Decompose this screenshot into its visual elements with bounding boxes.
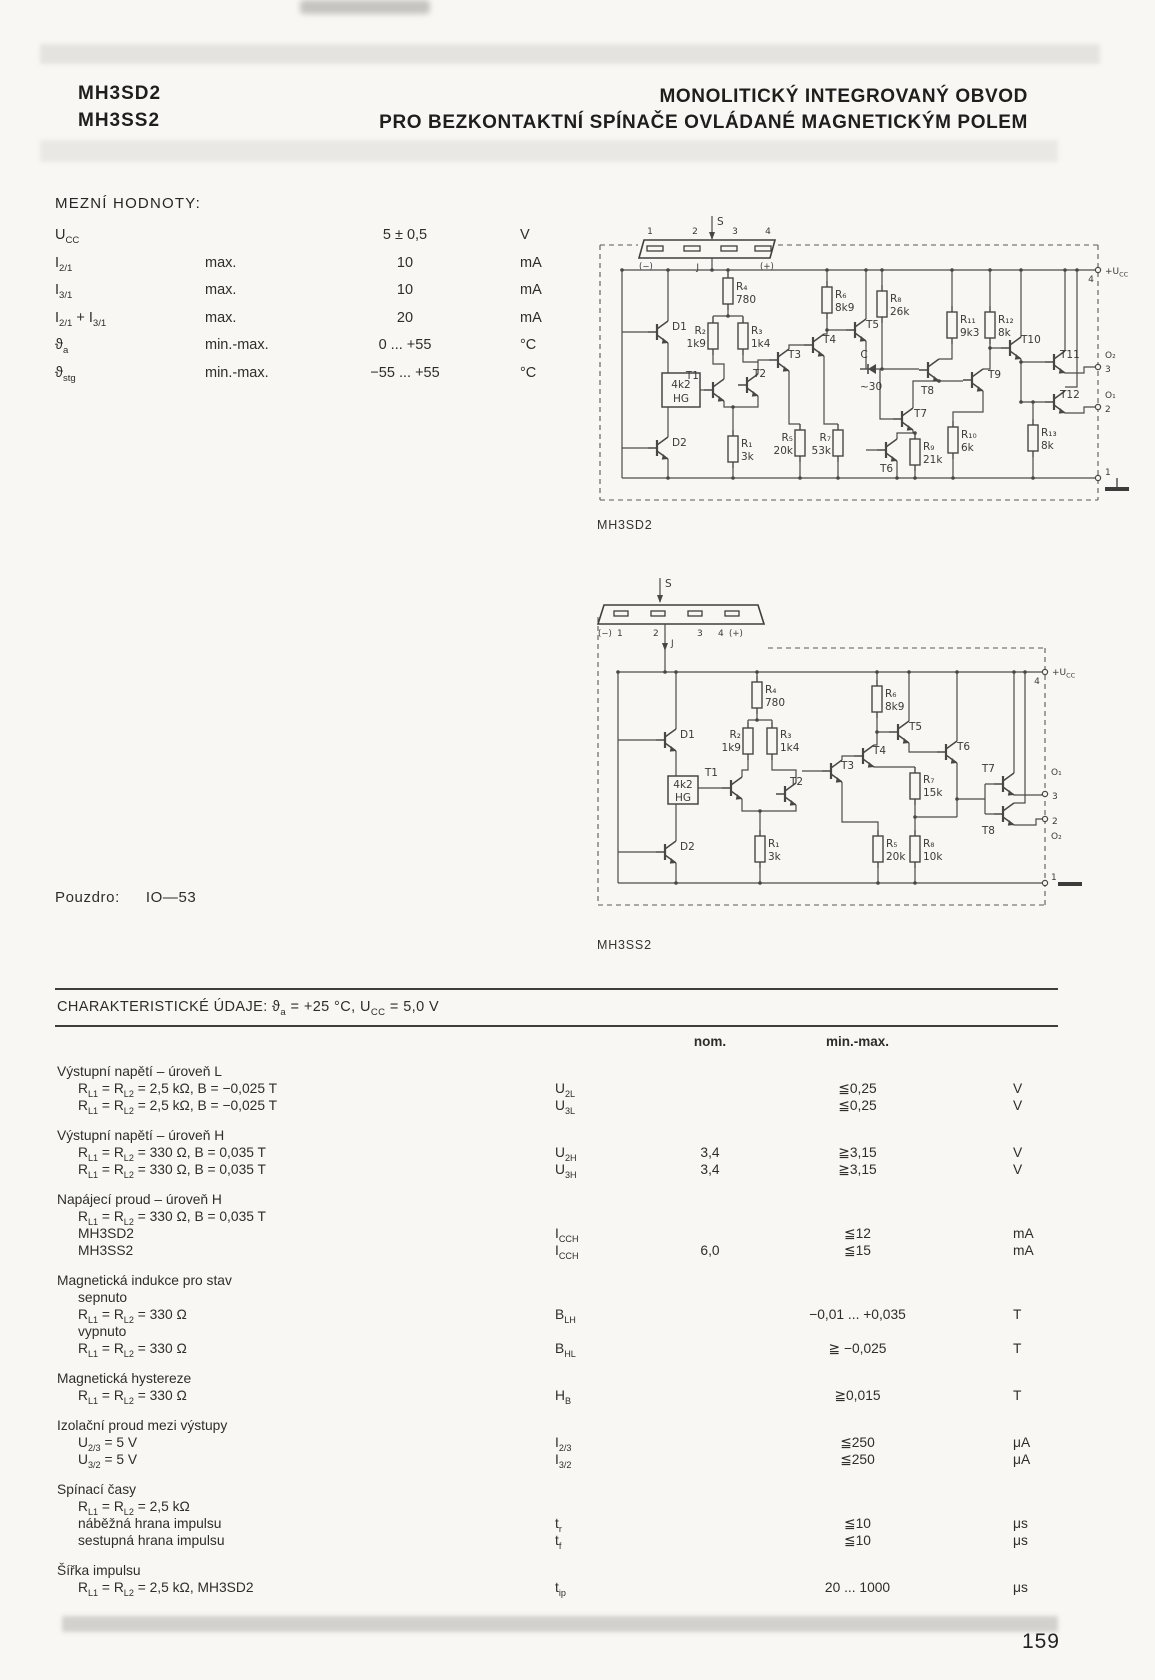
table-section xyxy=(55,1272,1058,1357)
svg-text:1: 1 xyxy=(647,227,653,237)
cell-value: 0 ... +55 xyxy=(378,337,432,353)
svg-text:1k9: 1k9 xyxy=(686,338,706,350)
svg-text:8k9: 8k9 xyxy=(835,302,855,314)
transistor-t1 xyxy=(685,370,724,402)
svg-text:2: 2 xyxy=(1105,405,1111,415)
table-row: $R_{L1} = R_{L2} = 330$ Ω $H_B$ ≧0,015 T xyxy=(78,1388,1022,1406)
table-section xyxy=(55,1370,1058,1404)
svg-text:2: 2 xyxy=(1052,817,1058,827)
ic-package xyxy=(598,578,764,672)
svg-text:4: 4 xyxy=(1088,275,1094,285)
svg-text:8k: 8k xyxy=(998,327,1011,339)
cell-value: 10 xyxy=(396,254,414,271)
svg-text:R₁: R₁ xyxy=(768,838,780,850)
power-rail xyxy=(618,668,1076,687)
svg-text:3: 3 xyxy=(1105,365,1111,375)
cell-value: 5 ± 0,5 xyxy=(382,227,428,243)
package-note-label: Pouzdro: xyxy=(55,889,120,906)
svg-text:26k: 26k xyxy=(890,306,910,318)
svg-text:1k4: 1k4 xyxy=(780,742,800,754)
transistor-d1 xyxy=(656,729,695,752)
svg-text:D2: D2 xyxy=(672,437,687,449)
svg-text:21k: 21k xyxy=(923,454,943,466)
svg-text:3k: 3k xyxy=(741,451,754,463)
resistor-r1 xyxy=(728,430,755,468)
table-row: vypnuto xyxy=(78,1324,127,1339)
ground-rail xyxy=(618,873,1082,886)
svg-text:(−): (−) xyxy=(598,629,612,639)
svg-text:D1: D1 xyxy=(672,321,687,333)
transistor-t3 xyxy=(769,349,801,372)
table-row: $U_{2/3} = 5$ V $I_{2/3}$ ≦250 μA xyxy=(78,1435,1031,1453)
svg-text:T6: T6 xyxy=(957,741,971,753)
cell-unit: V xyxy=(520,227,530,243)
svg-text:3: 3 xyxy=(732,227,738,237)
s-field-arrow xyxy=(709,216,724,240)
circuit-diagram-mh3sd2 xyxy=(592,212,1132,512)
cell-condition: min.-max. xyxy=(205,337,269,353)
transistor-t7 xyxy=(981,763,1014,796)
svg-text:O₂: O₂ xyxy=(1105,351,1116,361)
scan-artifact xyxy=(40,140,1058,162)
svg-text:T9: T9 xyxy=(988,369,1002,381)
svg-text:4k2: 4k2 xyxy=(671,379,691,391)
characteristics-table xyxy=(55,988,1058,1596)
svg-text:T3: T3 xyxy=(841,760,855,772)
table-row: $R_{L1} = R_{L2} = 330$ Ω, B = 0,035 T $U_{3H}$ 3,4 ≧3,15 V xyxy=(78,1162,1023,1180)
column-header-minmax: min.-max. xyxy=(825,1034,890,1049)
cell-symbol: $I_{3/1}$ xyxy=(55,282,73,301)
cell-symbol: $ϑ_{stg}$ xyxy=(55,364,76,384)
svg-text:+UCC: $+U_{CC}$ xyxy=(1105,267,1129,279)
section-title: Výstupní napětí – úroveň L xyxy=(57,1064,222,1079)
table-row: náběžná hrana impulsu $t_r$ ≦10 μs xyxy=(78,1516,1028,1534)
svg-text:T4: T4 xyxy=(873,745,887,757)
transistor-t6 xyxy=(937,741,970,764)
transistor-t5 xyxy=(889,721,922,744)
section-title: Magnetická indukce pro stav xyxy=(57,1273,232,1288)
table-row: $R_{L1} = R_{L2} = 330$ Ω, B = 0,035 T xyxy=(78,1209,266,1227)
svg-text:HG: HG xyxy=(672,393,690,405)
table-section xyxy=(55,1481,1058,1549)
svg-text:T12: T12 xyxy=(1060,389,1080,401)
table-row: $R_{L1} = R_{L2} = 2,5$ kΩ, B = −0,025 T $U_{3L}$ ≦0,25 V xyxy=(78,1098,1023,1116)
svg-text:R₅: R₅ xyxy=(781,432,793,444)
svg-text:J: J xyxy=(696,263,699,273)
svg-text:R₁: R₁ xyxy=(741,438,753,450)
svg-text:4: 4 xyxy=(1034,677,1040,687)
svg-text:T1: T1 xyxy=(704,767,718,779)
cell-symbol: $U_{CC}$ xyxy=(55,227,80,246)
cell-symbol: $I_{2/1} + I_{3/1}$ xyxy=(55,309,107,329)
table-row: $R_{L1} = R_{L2} = 330$ Ω, B = 0,035 T $U_{2H}$ 3,4 ≧3,15 V xyxy=(78,1145,1023,1163)
resistor-r2 xyxy=(687,317,718,355)
table-section xyxy=(55,1063,1058,1114)
svg-text:D1: D1 xyxy=(680,729,695,741)
svg-text:T11: T11 xyxy=(1060,349,1080,361)
svg-text:R₂: R₂ xyxy=(694,325,706,337)
scan-artifact xyxy=(62,1616,1058,1632)
cell-symbol: $I_{2/1}$ xyxy=(55,254,73,274)
svg-text:R₈: R₈ xyxy=(890,293,902,305)
cell-condition xyxy=(205,222,320,250)
limit-values-table xyxy=(55,195,615,387)
svg-text:4k2: 4k2 xyxy=(673,779,693,791)
svg-text:10k: 10k xyxy=(923,851,943,863)
transistor-t9 xyxy=(963,369,1001,392)
svg-text:R₃: R₃ xyxy=(780,729,792,741)
svg-text:(−): (−) xyxy=(639,262,653,272)
cell-value: 20 xyxy=(396,309,414,326)
svg-text:~30: ~30 xyxy=(860,381,883,393)
j-arrow xyxy=(662,624,674,672)
svg-text:R₈: R₈ xyxy=(923,838,935,850)
cell-value: 10 xyxy=(396,282,414,298)
svg-text:3: 3 xyxy=(697,629,703,639)
section-title: Magnetická hystereze xyxy=(57,1371,192,1386)
ic-package xyxy=(639,216,775,273)
s-field-arrow xyxy=(657,578,672,603)
power-rail xyxy=(622,267,1129,285)
svg-text:T7: T7 xyxy=(914,408,928,420)
transistor-d2 xyxy=(656,841,695,864)
transistor-t7 xyxy=(893,408,927,431)
svg-text:R₅: R₅ xyxy=(886,838,898,850)
resistor-r5 xyxy=(774,424,805,462)
resistor-r3 xyxy=(738,317,771,355)
svg-text:R₄: R₄ xyxy=(736,281,748,293)
column-header-nom: nom. xyxy=(693,1034,727,1049)
resistor-r12 xyxy=(985,306,1014,344)
svg-text:1k9: 1k9 xyxy=(721,742,741,754)
page-title xyxy=(268,84,1028,136)
capacitor-c xyxy=(860,349,919,393)
transistor-d2 xyxy=(648,437,687,460)
table-row: $R_{L1} = R_{L2} = 2,5$ kΩ, MH3SD2 $t_{ip}$ 20 ... 1000 μs xyxy=(78,1580,1028,1598)
svg-text:R₁₀: R₁₀ xyxy=(961,429,977,441)
resistor-r8 xyxy=(877,285,910,323)
svg-text:R₆: R₆ xyxy=(835,289,847,301)
svg-text:1: 1 xyxy=(617,629,623,639)
table-section xyxy=(55,1417,1058,1468)
resistor-r8 xyxy=(910,830,943,868)
svg-text:T4: T4 xyxy=(823,334,837,346)
svg-text:R₇: R₇ xyxy=(923,774,935,786)
svg-text:O₁: O₁ xyxy=(1105,391,1116,401)
svg-text:R₄: R₄ xyxy=(765,684,777,696)
ground-rail xyxy=(622,468,1129,489)
transistor-t3 xyxy=(822,760,854,783)
svg-text:T8: T8 xyxy=(921,385,935,397)
svg-text:6k: 6k xyxy=(961,442,974,454)
table-row xyxy=(55,332,615,360)
resistors xyxy=(722,676,944,868)
svg-text:(+): (+) xyxy=(760,262,774,272)
svg-text:R₁₂: R₁₂ xyxy=(998,314,1014,326)
transistor-t6 xyxy=(877,439,897,475)
transistor-t11 xyxy=(1045,349,1080,374)
cell-condition: max. xyxy=(205,309,237,326)
svg-text:1k4: 1k4 xyxy=(751,338,771,350)
hall-generator-box xyxy=(668,776,698,804)
cell-condition: max. xyxy=(205,282,237,298)
table-row: $R_{L1} = R_{L2} = 330$ Ω $B_{HL}$ ≧ −0,025 T xyxy=(78,1341,1022,1359)
cell-unit: mA xyxy=(520,282,542,298)
section-title: Izolační proud mezi výstupy xyxy=(57,1418,228,1433)
table-section xyxy=(55,1127,1058,1178)
part-numbers xyxy=(78,80,161,134)
svg-text:T1: T1 xyxy=(685,370,699,382)
resistor-r4 xyxy=(723,272,756,310)
table-row xyxy=(55,222,615,250)
svg-text:1: 1 xyxy=(1051,873,1057,883)
svg-text:8k: 8k xyxy=(1041,440,1054,452)
section-title: Výstupní napětí – úroveň H xyxy=(57,1128,225,1143)
svg-text:D2: D2 xyxy=(680,841,695,853)
figure-caption-mh3sd2: MH3SD2 xyxy=(597,518,653,532)
resistors xyxy=(687,272,1057,471)
svg-text:1: 1 xyxy=(1105,468,1111,478)
section-title: Šířka impulsu xyxy=(57,1563,141,1578)
column-headers xyxy=(55,1033,1058,1050)
transistor-t1 xyxy=(704,767,742,800)
svg-text:53k: 53k xyxy=(811,445,831,457)
table-row xyxy=(55,277,615,305)
svg-text:R₂: R₂ xyxy=(729,729,741,741)
svg-text:R₁₃: R₁₃ xyxy=(1041,427,1057,439)
title-line-2: PRO BEZKONTAKTNÍ SPÍNAČE OVLÁDANÉ MAGNETICKÝM POLEM xyxy=(379,112,1028,133)
transistor-t4 xyxy=(804,334,836,357)
svg-text:3: 3 xyxy=(1052,792,1058,802)
resistor-r7 xyxy=(910,767,943,805)
table-row: $R_{L1} = R_{L2} = 330$ Ω $B_{LH}$ −0,01 ... +0,035 T xyxy=(78,1307,1022,1325)
scan-artifact xyxy=(300,0,430,14)
cell-condition: min.-max. xyxy=(205,364,269,381)
package-note-value: IO—53 xyxy=(145,889,197,906)
cell-value: −55 ... +55 xyxy=(370,364,440,381)
part-number-1: MH3SD2 xyxy=(78,83,162,104)
svg-text:J: J xyxy=(671,639,674,649)
transistor-t2 xyxy=(776,776,803,806)
svg-text:4: 4 xyxy=(718,629,724,639)
svg-text:T6: T6 xyxy=(880,463,894,475)
svg-text:9k3: 9k3 xyxy=(960,327,980,339)
svg-text:O₂: O₂ xyxy=(1051,832,1062,842)
table-row: sepnuto xyxy=(78,1290,128,1305)
cell-unit: mA xyxy=(520,309,542,326)
figure-caption-mh3ss2: MH3SS2 xyxy=(597,938,652,952)
transistor-d1 xyxy=(648,321,687,344)
resistor-r5 xyxy=(873,830,906,868)
svg-text:3k: 3k xyxy=(768,851,781,863)
table-row xyxy=(55,305,615,333)
resistor-r4 xyxy=(752,676,785,714)
svg-text:T10: T10 xyxy=(1021,334,1041,346)
resistor-r3 xyxy=(767,722,800,760)
title-line-1: MONOLITICKÝ INTEGROVANÝ OBVOD xyxy=(659,86,1028,107)
transistor-t4 xyxy=(854,745,886,768)
part-number-2: MH3SS2 xyxy=(78,110,161,131)
transistor-t12 xyxy=(1045,389,1080,414)
transistor-t5 xyxy=(846,319,879,342)
svg-text:R₉: R₉ xyxy=(923,441,935,453)
resistor-r2 xyxy=(722,722,753,760)
resistor-r9 xyxy=(910,433,943,471)
svg-text:8k9: 8k9 xyxy=(885,701,905,713)
svg-text:20k: 20k xyxy=(773,445,793,457)
transistor-t2 xyxy=(738,368,766,397)
svg-text:T5: T5 xyxy=(909,721,923,733)
svg-text:T2: T2 xyxy=(790,776,804,788)
svg-text:R₇: R₇ xyxy=(819,432,831,444)
svg-text:R₁₁: R₁₁ xyxy=(960,314,976,326)
section-title: Napájecí proud – úroveň H xyxy=(57,1192,222,1207)
resistor-r6 xyxy=(822,281,854,319)
svg-text:15k: 15k xyxy=(923,787,943,799)
svg-text:T7: T7 xyxy=(981,763,995,775)
table-row: $R_{L1} = R_{L2} = 2,5$ kΩ xyxy=(78,1499,190,1517)
svg-text:20k: 20k xyxy=(886,851,906,863)
table-row: $U_{3/2} = 5$ V $I_{3/2}$ ≦250 μA xyxy=(78,1452,1031,1470)
svg-text:+UCC: $+U_{CC}$ xyxy=(1052,668,1076,680)
table-section xyxy=(55,1191,1058,1259)
svg-text:4: 4 xyxy=(765,227,771,237)
section-title: Spínací časy xyxy=(57,1482,136,1497)
svg-text:T8: T8 xyxy=(981,825,995,837)
cell-symbol: $ϑ_a$ xyxy=(55,337,69,356)
transistors xyxy=(656,721,1014,864)
svg-text:O₁: O₁ xyxy=(1051,768,1062,778)
page-number: 159 xyxy=(1021,1630,1060,1653)
resistor-r11 xyxy=(947,306,979,344)
table-row: $R_{L1} = R_{L2} = 2,5$ kΩ, B = −0,025 T $U_{2L}$ ≦0,25 V xyxy=(78,1081,1023,1099)
svg-text:T3: T3 xyxy=(788,349,802,361)
package-note xyxy=(55,889,196,906)
junction-dots xyxy=(616,670,1027,885)
svg-text:2: 2 xyxy=(692,227,698,237)
svg-text:T2: T2 xyxy=(753,368,767,380)
table-row xyxy=(55,250,615,278)
limits-title: MEZNÍ HODNOTY: xyxy=(55,195,201,212)
svg-text:HG: HG xyxy=(674,792,692,804)
svg-text:R₆: R₆ xyxy=(885,688,897,700)
svg-text:780: 780 xyxy=(736,294,757,306)
svg-text:S: S xyxy=(665,578,672,590)
svg-text:T5: T5 xyxy=(866,319,880,331)
table-row: MH3SD2 $I_{CCH}$ ≦12 mA xyxy=(78,1226,1034,1244)
table-row xyxy=(55,360,615,388)
cell-unit: °C xyxy=(520,364,537,381)
svg-text:C: C xyxy=(860,349,868,361)
characteristics-title: CHARAKTERISTICKÉ ÚDAJE: $ϑ_a = +25$ °C, $U_{CC} = 5,0$ V xyxy=(55,988,1058,1027)
svg-text:S: S xyxy=(717,216,724,228)
resistor-r1 xyxy=(755,830,782,868)
table-row: MH3SS2 $I_{CCH}$ 6,0 ≦15 mA xyxy=(78,1243,1034,1261)
transistors xyxy=(648,319,1080,475)
ground-symbol xyxy=(1105,478,1129,489)
scan-artifact xyxy=(40,44,1100,64)
transistor-t8 xyxy=(919,359,939,397)
svg-text:780: 780 xyxy=(765,697,786,709)
resistor-r13 xyxy=(1028,419,1057,457)
table-row: sestupná hrana impulsu $t_f$ ≦10 μs xyxy=(78,1533,1028,1551)
svg-text:R₃: R₃ xyxy=(751,325,763,337)
resistor-r10 xyxy=(948,421,977,459)
cell-unit: °C xyxy=(520,337,537,353)
circuit-diagram-mh3ss2 xyxy=(588,572,1088,917)
resistor-r7 xyxy=(812,424,843,462)
resistor-r6 xyxy=(872,680,904,718)
svg-text:(+): (+) xyxy=(729,629,743,639)
table-section xyxy=(55,1562,1058,1596)
cell-condition: max. xyxy=(205,254,237,271)
cell-unit: mA xyxy=(520,254,542,271)
svg-text:2: 2 xyxy=(653,629,659,639)
transistor-t8 xyxy=(981,803,1014,837)
